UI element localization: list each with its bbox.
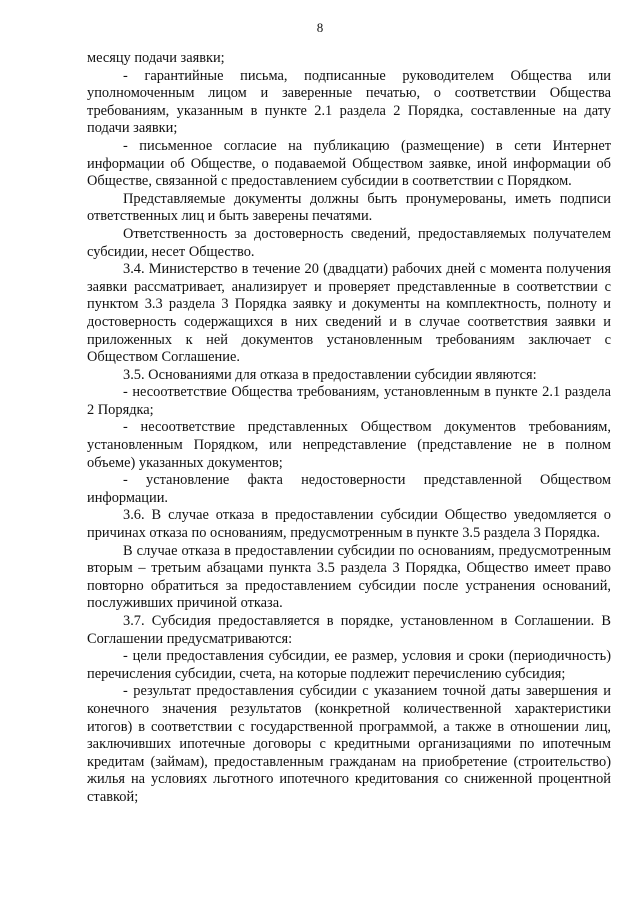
paragraph: - результат предоставления субсидии с указанием точной даты завершения и конечного значения результатов (конкретной количественной характеристики итогов) в соответствии с государственной программой, а также в отношении лиц, заключивших ипотечные договоры с кредитными организациями по ипотечным кредитам (займам), предоставленным гражданам на приобретение (строительство) жилья на условиях льготного ипотечного кредитования со сниженной процентной ставкой;	[87, 683, 611, 805]
paragraph: - гарантийные письма, подписанные руководителем Общества или уполномоченным лицом и заверенные печатью, о соответствии Общества требованиям, указанным в пункте 2.1 раздела 2 Порядка, составленные на дату подачи заявки;	[87, 67, 611, 137]
paragraph: 3.5. Основаниями для отказа в предоставлении субсидии являются:	[123, 366, 537, 383]
paragraph: - цели предоставления субсидии, ее размер, условия и сроки (периодичность) перечисления субсидии, счета, на которые подлежит перечислению субсидия;	[87, 648, 611, 682]
paragraph: месяцу подачи заявки;	[87, 50, 225, 66]
paragraph: - несоответствие Общества требованиям, установленным в пункте 2.1 раздела 2 Порядка;	[87, 384, 611, 418]
page-number: 8	[316, 20, 324, 35]
paragraph: 3.7. Субсидия предоставляется в порядке, установленном в Соглашении. В Соглашении предусматриваются:	[87, 613, 611, 647]
paragraph: - установление факта недостоверности представленной Обществом информации.	[87, 472, 611, 506]
paragraph: - несоответствие представленных Обществом документов требованиям, установленным Порядком, или непредставление (представление не в полном объеме) указанных документов;	[87, 419, 611, 471]
paragraph: 3.4. Министерство в течение 20 (двадцати) рабочих дней с момента получения заявки рассматривает, анализирует и проверяет представленные в соответствии с пунктом 3.3 раздела 3 Порядка заявку и документы на комплектность, полноту и достоверность содержащихся в них сведений и в случае соответствия заявки и приложенных к ней документов установленным требованиям заключает с Обществом Соглашение.	[87, 261, 611, 366]
paragraph: В случае отказа в предоставлении субсидии по основаниям, предусмотренным вторым – третьим абзацами пункта 3.5 раздела 3 Порядка, Общество имеет право повторно обратиться за предоставлением субсидии после устранения оснований, послуживших причиной отказа.	[87, 542, 611, 612]
paragraph: 3.6. В случае отказа в предоставлении субсидии Общество уведомляется о причинах отказа по основаниям, предусмотренным в пункте 3.5 раздела 3 Порядка.	[87, 507, 611, 542]
paragraph: - письменное согласие на публикацию (размещение) в сети Интернет информации об Обществе, о подаваемой Обществом заявке, иной информации об Обществе, связанной с предоставлением субсидии в соответствии с Порядком.	[87, 137, 611, 190]
paragraph: Представляемые документы должны быть пронумерованы, иметь подписи ответственных лиц и быть заверены печатями.	[87, 190, 611, 225]
paragraph: Ответственность за достоверность сведений, предоставляемых получателем субсидии, несет Общество.	[87, 225, 611, 260]
document-body	[87, 50, 611, 807]
